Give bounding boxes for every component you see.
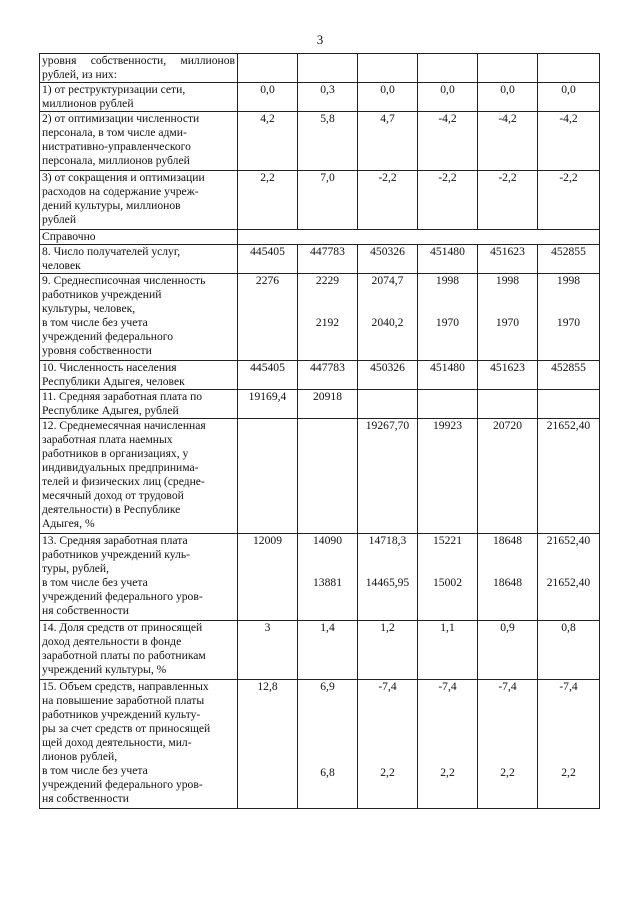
value: 0,0: [260, 83, 275, 96]
value: -7,4: [559, 680, 578, 693]
label-line: работников в организациях, у: [42, 447, 189, 460]
value: 445405: [250, 245, 285, 258]
value-cell: [238, 245, 298, 274]
value-cell: [538, 390, 600, 419]
value-cell: [478, 534, 538, 621]
value-cell: [298, 534, 358, 621]
label-line: ня собственности: [42, 604, 129, 617]
label-line: ры за счет средств от приносящей: [42, 722, 211, 735]
value-excl-federal: 1970: [435, 316, 460, 329]
value: 1998: [495, 274, 520, 287]
value: -2,2: [498, 171, 517, 184]
label-line: в том числе без учета: [42, 316, 148, 329]
value-cell: [358, 680, 418, 809]
value-cell: [298, 680, 358, 809]
value-cell: [358, 419, 418, 534]
value: 20918: [313, 390, 342, 403]
value: 447783: [310, 361, 345, 374]
value-cell: [358, 390, 418, 419]
value-cell: [358, 621, 418, 680]
value: 452855: [551, 361, 586, 374]
table-row: [40, 245, 600, 274]
value: 1,1: [440, 621, 455, 634]
value: 0,8: [561, 621, 576, 634]
label-line: работников учреждений культу-: [42, 708, 201, 721]
value-cell: [418, 621, 478, 680]
value: -2,2: [438, 171, 457, 184]
value-excl-federal: [240, 766, 295, 780]
empty-cell: [418, 54, 478, 83]
row-label: [40, 390, 238, 419]
value-excl-federal: 6,8: [320, 766, 335, 779]
value-cell: [538, 274, 600, 361]
value-cell: [478, 83, 538, 112]
value: -7,4: [378, 680, 397, 693]
label-line: 1) от реструктуризации сети,: [42, 83, 186, 96]
label-line: на повышение заработной платы: [42, 694, 205, 707]
label-line: заработная плата наемных: [42, 433, 173, 446]
value: 447783: [310, 245, 345, 258]
value-cell: [418, 245, 478, 274]
row-label: [40, 245, 238, 274]
value: -7,4: [438, 680, 457, 693]
row-label: [40, 419, 238, 534]
value-excl-federal: 1970: [495, 316, 520, 329]
label-line: деятельности) в Республике: [42, 503, 181, 516]
value-cell: [298, 621, 358, 680]
value-cell: [358, 534, 418, 621]
value-cell: [418, 419, 478, 534]
value-cell: [538, 419, 600, 534]
empty-cell: [238, 54, 298, 83]
value: 21652,40: [546, 534, 591, 547]
empty-cell: [538, 54, 600, 83]
value-cell: [358, 171, 418, 230]
row-label: [40, 534, 238, 621]
value: 451623: [490, 361, 525, 374]
table-row: [40, 54, 600, 83]
label-line: 14. Доля средств от приносящей: [42, 621, 203, 634]
value-excl-federal: 2,2: [500, 766, 515, 779]
page-number: 3: [316, 32, 324, 47]
value-cell: [298, 171, 358, 230]
value-cell: [418, 361, 478, 390]
label-line: 15. Объем средств, направленных: [42, 680, 209, 693]
label-line: работников учреждений куль-: [42, 548, 191, 561]
value: [300, 419, 355, 433]
value: [480, 390, 535, 404]
label-line: 11. Средняя заработная плата по: [42, 390, 203, 403]
label-line: работников учреждений: [42, 288, 162, 301]
value-cell: [358, 112, 418, 171]
label-line: учреждений федерального уров-: [42, 778, 203, 791]
value-cell: [478, 419, 538, 534]
value: 15221: [433, 534, 462, 547]
table-row: [40, 680, 600, 809]
label-line: уровня собственности: [42, 344, 152, 357]
value: -4,2: [438, 112, 457, 125]
reference-label: Справочно: [40, 230, 238, 245]
value-excl-federal: 14465,95: [365, 576, 410, 589]
value: 21652,40: [546, 419, 591, 432]
value: 20720: [493, 419, 522, 432]
label-line: культуры, человек,: [42, 302, 136, 315]
reference-row: [40, 230, 600, 245]
table-row: [40, 112, 600, 171]
value: 1998: [435, 274, 460, 287]
value-cell: [538, 621, 600, 680]
value: [240, 419, 295, 433]
value: 4,7: [380, 112, 395, 125]
value-cell: [358, 361, 418, 390]
label-line: щей доход деятельности, мил-: [42, 736, 192, 749]
value-cell: [358, 83, 418, 112]
value: 5,8: [320, 112, 335, 125]
value-cell: [538, 245, 600, 274]
value-cell: [238, 83, 298, 112]
value-cell: [238, 621, 298, 680]
value: 2074,7: [371, 274, 404, 287]
value: -2,2: [378, 171, 397, 184]
value: 445405: [250, 361, 285, 374]
label-line: 9. Среднесписочная численность: [42, 274, 206, 287]
value: 3: [264, 621, 271, 634]
label-line: туры, рублей,: [42, 562, 110, 575]
value-cell: [238, 390, 298, 419]
value: 6,9: [320, 680, 335, 693]
table-row: [40, 361, 600, 390]
value-cell: [418, 390, 478, 419]
value: 2,2: [260, 171, 275, 184]
value: 14090: [313, 534, 342, 547]
value: 12009: [253, 534, 282, 547]
value-cell: [298, 245, 358, 274]
row-label: [40, 680, 238, 809]
label-line: в том числе без учета: [42, 576, 148, 589]
table-row: [40, 274, 600, 361]
value: 4,2: [260, 112, 275, 125]
value: 1998: [556, 274, 581, 287]
label-line: ня собственности: [42, 792, 129, 805]
value: 19169,4: [248, 390, 287, 403]
value: -2,2: [559, 171, 578, 184]
value-cell: [298, 390, 358, 419]
value-cell: [478, 245, 538, 274]
label-line: учреждений культуры, %: [42, 663, 167, 676]
value: 19267,70: [365, 419, 410, 432]
value-cell: [538, 83, 600, 112]
value: 19923: [433, 419, 462, 432]
value-cell: [478, 171, 538, 230]
value: 0,3: [320, 83, 335, 96]
statistics-table: [39, 53, 600, 809]
value-cell: [298, 361, 358, 390]
row-label: [40, 361, 238, 390]
value-cell: [478, 621, 538, 680]
table-row: [40, 621, 600, 680]
label-line: заработной платы по работникам: [42, 649, 206, 662]
value: 1,2: [380, 621, 395, 634]
label-line: 2) от оптимизации численности: [42, 112, 200, 125]
label-line: 3) от сокращения и оптимизации: [42, 171, 205, 184]
value-cell: [538, 680, 600, 809]
value-cell: [238, 361, 298, 390]
value-cell: [238, 112, 298, 171]
value: 14718,3: [368, 534, 407, 547]
value-cell: [298, 419, 358, 534]
value-excl-federal: [240, 576, 295, 590]
label-line: 13. Средняя заработная плата: [42, 534, 188, 547]
row-label: [40, 621, 238, 680]
value-cell: [238, 274, 298, 361]
value: [540, 390, 597, 404]
value: 2276: [255, 274, 280, 287]
value-excl-federal: 21652,40: [546, 576, 591, 589]
value-cell: [538, 171, 600, 230]
label-line: доход деятельности в фонде: [42, 635, 182, 648]
value: [360, 390, 415, 404]
label-line: лионов рублей,: [42, 750, 118, 763]
label-line: человек: [42, 259, 81, 272]
value: 0,0: [380, 83, 395, 96]
value: 451480: [430, 245, 465, 258]
label-line: 10. Численность населения: [42, 361, 177, 374]
value-excl-federal: 2,2: [380, 766, 395, 779]
value-cell: [358, 274, 418, 361]
label-line: Адыгея, %: [42, 517, 95, 530]
label-line: миллионов рублей: [42, 97, 134, 110]
value-excl-federal: 13881: [313, 576, 342, 589]
value-excl-federal: 2192: [315, 316, 340, 329]
value-cell: [238, 419, 298, 534]
value: -4,2: [559, 112, 578, 125]
value: 0,0: [440, 83, 455, 96]
value: 0,9: [500, 621, 515, 634]
value-cell: [418, 83, 478, 112]
label-line: Республике Адыгея, рублей: [42, 404, 179, 417]
value-excl-federal: 15002: [433, 576, 462, 589]
value-cell: [418, 112, 478, 171]
label-line: учреждений федерального уров-: [42, 590, 203, 603]
value-excl-federal: 2,2: [561, 766, 576, 779]
value: 18648: [493, 534, 522, 547]
label-line: телей и физических лиц (средне-: [42, 475, 205, 488]
value-cell: [538, 112, 600, 171]
value: 12,8: [257, 680, 278, 693]
value: 452855: [551, 245, 586, 258]
value: 450326: [370, 361, 405, 374]
table-row: [40, 534, 600, 621]
table-row: [40, 390, 600, 419]
label-line: 12. Среднемесячная начисленная: [42, 419, 206, 432]
value-cell: [418, 534, 478, 621]
value-excl-federal: 2040,2: [371, 316, 404, 329]
value-cell: [298, 112, 358, 171]
row-label: [40, 83, 238, 112]
value-cell: [418, 171, 478, 230]
row-label: [40, 171, 238, 230]
reference-empty: [238, 230, 600, 245]
value: 451480: [430, 361, 465, 374]
label-line: расходов на содержание учреж-: [42, 185, 199, 198]
value: 0,0: [500, 83, 515, 96]
value-cell: [478, 274, 538, 361]
row-label: [40, 112, 238, 171]
value-cell: [238, 534, 298, 621]
value-cell: [478, 361, 538, 390]
value-excl-federal: 2,2: [440, 766, 455, 779]
value: 450326: [370, 245, 405, 258]
label-line: Республики Адыгея, человек: [42, 375, 185, 388]
label-line: индивидуальных предпринима-: [42, 461, 199, 474]
value-excl-federal: 18648: [493, 576, 522, 589]
empty-cell: [478, 54, 538, 83]
label-line: месячный доход от трудовой: [42, 489, 184, 502]
empty-cell: [358, 54, 418, 83]
value: [420, 390, 475, 404]
table-row: [40, 171, 600, 230]
label-line: дений культуры, миллионов: [42, 199, 181, 212]
label-line: персонала, в том числе адми-: [42, 126, 187, 139]
value-cell: [478, 390, 538, 419]
value-cell: [538, 361, 600, 390]
value-cell: [478, 680, 538, 809]
value-cell: [298, 83, 358, 112]
table-row: [40, 83, 600, 112]
value-cell: [538, 534, 600, 621]
value: 1,4: [320, 621, 335, 634]
value-excl-federal: [240, 316, 295, 330]
value-cell: [358, 245, 418, 274]
value-cell: [418, 274, 478, 361]
label-line: учреждений федерального: [42, 330, 174, 343]
value-cell: [478, 112, 538, 171]
value-cell: [238, 680, 298, 809]
value: 451623: [490, 245, 525, 258]
value: 0,0: [561, 83, 576, 96]
empty-cell: [298, 54, 358, 83]
value-cell: [238, 171, 298, 230]
table-row: [40, 419, 600, 534]
value: -7,4: [498, 680, 517, 693]
label-line: нистративно-управленческого: [42, 140, 191, 153]
value: 7,0: [320, 171, 335, 184]
value-cell: [298, 274, 358, 361]
row-label: уровня собственности, миллионов рублей, из них:: [40, 54, 238, 83]
label-line: в том числе без учета: [42, 764, 148, 777]
label-line: персонала, миллионов рублей: [42, 154, 190, 167]
value-cell: [418, 680, 478, 809]
value: -4,2: [498, 112, 517, 125]
label-line: 8. Число получателей услуг,: [42, 245, 181, 258]
label-line: рублей: [42, 213, 77, 226]
row-label: [40, 274, 238, 361]
value: 2229: [315, 274, 340, 287]
value-excl-federal: 1970: [556, 316, 581, 329]
